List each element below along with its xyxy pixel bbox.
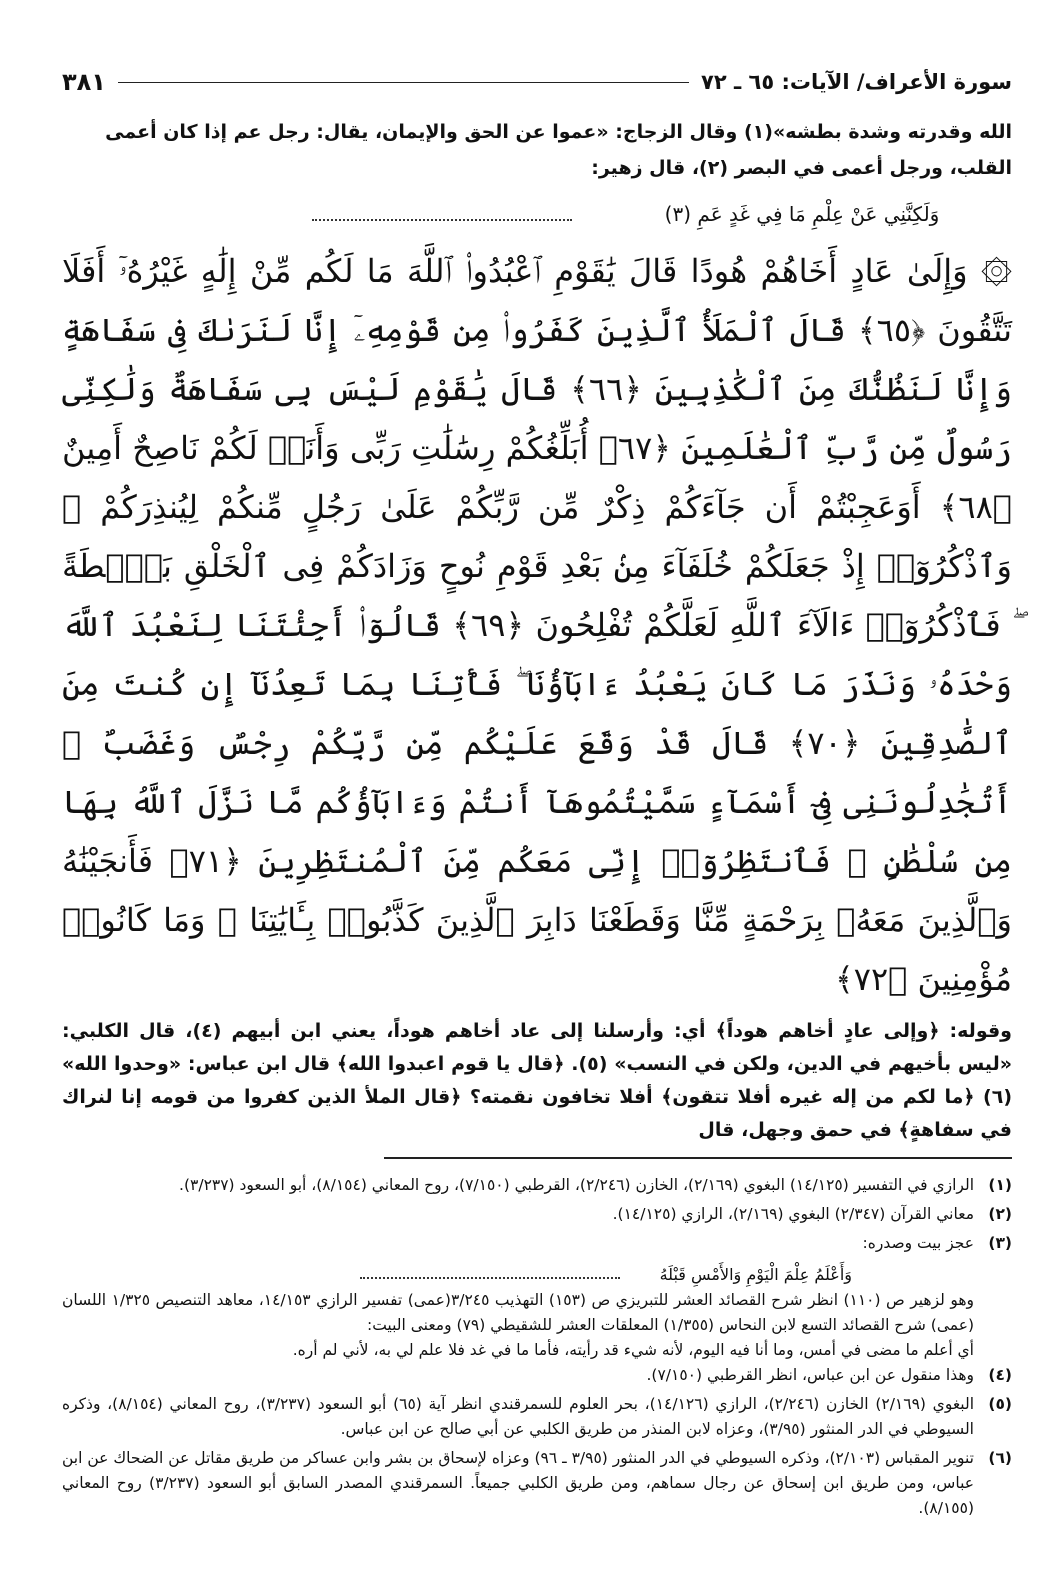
footnote-poem	[62, 1260, 852, 1288]
footnote-number: (١)	[988, 1176, 1012, 1194]
footnote	[62, 1202, 1012, 1227]
commentary-paragraph: وقوله: ﴿وإلى عادٍ أخاهم هوداً﴾ أي: وأرسلنا إلى عاد أخاهم هوداً، يعني ابن أبيهم (٤)، قال الكلبي: «ليس بأخيهم في الدين، ولكن في النسب» (٥). ﴿قال يا قوم اعبدوا الله﴾ قال ابن عباس: «وحدوا الله» (٦) ﴿ما لكم من إله غيره أفلا تتقون﴾ أفلا تخافون نقمته؟ ﴿قال الملأ الذين كفروا من قومه إنا لنراك في سفاهةٍ﴾ في حمق وجهل، قال	[62, 1020, 1012, 1141]
footnote	[62, 1392, 1012, 1442]
footnote-text: الرازي في التفسير (١٤/١٢٥) البغوي (٢/١٦٩)، الخازن (٢/٢٤٦)، القرطبي (٧/١٥٠)، روح المعاني (٨/١٥٤)، أبو السعود (٣/٢٣٧).	[179, 1176, 974, 1194]
page-header	[62, 58, 1012, 106]
page-number: ٣٨١	[62, 68, 106, 96]
footnote-number: (٣)	[988, 1234, 1012, 1252]
quran-verses: ۞ وَإِلَىٰ عَادٍ أَخَاهُمْ هُودًا قَالَ يَٰقَوْمِ ٱعْبُدُوا۟ ٱللَّهَ مَا لَكُم مِّنْ إِلَٰهٍ غَيْرُهُۥٓ أَفَلَا تَتَّقُونَ ﴿٦٥﴾ قَالَ ٱلْمَلَأُ ٱلَّذِينَ كَفَرُوا۟ مِن قَوْمِهِۦٓ إِنَّا لَنَرَىٰكَ فِى سَفَاهَةٍ وَإِنَّا لَنَظُنُّكَ مِنَ ٱلْكَٰذِبِينَ ﴿٦٦﴾ قَالَ يَٰقَوْمِ لَيْسَ بِى سَفَاهَةٌ وَلَٰكِنِّى رَسُولٌ مِّن رَّبِّ ٱلْعَٰلَمِينَ ﴿٦٧﴾ أُبَلِّغُكُمْ رِسَٰلَٰتِ رَبِّى وَأَنَا۠ لَكُمْ نَاصِحٌ أَمِينٌ ﴿٦٨﴾ أَوَعَجِبْتُمْ أَن جَآءَكُمْ ذِكْرٌ مِّن رَّبِّكُمْ عَلَىٰ رَجُلٍ مِّنكُمْ لِيُنذِرَكُمْ ۚ وَٱذْكُرُوٓا۟ إِذْ جَعَلَكُمْ خُلَفَآءَ مِنۢ بَعْدِ قَوْمِ نُوحٍ وَزَادَكُمْ فِى ٱلْخَلْقِ بَصْۜطَةً ۖ فَٱذْكُرُوٓا۟ ءَالَآءَ ٱللَّهِ لَعَلَّكُمْ تُفْلِحُونَ ﴿٦٩﴾ قَالُوٓا۟ أَجِئْتَنَا لِنَعْبُدَ ٱللَّهَ وَحْدَهُۥ وَنَذَرَ مَا كَانَ يَعْبُدُ ءَابَآؤُنَا ۖ فَأْتِنَا بِمَا تَعِدُنَآ إِن كُنتَ مِنَ ٱلصَّٰدِقِينَ ﴿٧٠﴾ قَالَ قَدْ وَقَعَ عَلَيْكُم مِّن رَّبِّكُمْ رِجْسٌ وَغَضَبٌ ۖ أَتُجَٰدِلُونَنِى فِىٓ أَسْمَآءٍ سَمَّيْتُمُوهَآ أَنتُمْ وَءَابَآؤُكُم مَّا نَزَّلَ ٱللَّهُ بِهَا مِن سُلْطَٰنٍ ۚ فَٱنتَظِرُوٓا۟ إِنِّى مَعَكُم مِّنَ ٱلْمُنتَظِرِينَ ﴿٧١﴾ فَأَنجَيْنَٰهُ وَٱلَّذِينَ مَعَهُۥ بِرَحْمَةٍ مِّنَّا وَقَطَعْنَا دَابِرَ ٱلَّذِينَ كَذَّبُوا۟ بِـَٔايَٰتِنَا ۖ وَمَا كَانُوا۟ مُؤْمِنِينَ ﴿٧٢﴾	[62, 252, 1013, 998]
running-title: سورة الأعراف/ الآيات: ٦٥ ـ ٧٢	[701, 70, 1012, 94]
footnote-text: معاني القرآن (٢/٣٤٧) البغوي (٢/١٦٩)، الرازي (١٤/١٢٥).	[612, 1205, 974, 1223]
poem-verse	[62, 194, 1012, 234]
footnote-poem-dots	[360, 1269, 620, 1279]
poem-line: وَلَكِنَّنِي عَنْ عِلْمِ مَا فِي غَدٍ عَمِ (٣)	[664, 202, 940, 226]
footnote-text: عجز بيت وصدره:	[862, 1234, 974, 1252]
footnote-poem-line: وَأَعْلَمُ عِلْمَ الْيَوْمِ وَالأَمْسِ قَبْلَهُ	[659, 1264, 852, 1284]
poem-dots	[312, 207, 572, 221]
footnote-number: (٢)	[988, 1205, 1012, 1223]
footnote-meaning: أي أعلم ما مضى في أمس، وما أنا فيه اليوم، لأنه شيء قد رأيته، فأما ما في غد فلا علم لي به، لأني لم أره.	[292, 1341, 974, 1359]
footnote-text: تنوير المقباس (٢/١٠٣)، وذكره السيوطي في الدر المنثور (٣/٩٥ ـ ٩٦) وعزاه لإسحاق بن بشر وابن عساكر من طريق مقاتل عن الضحاك عن ابن عباس، ومن طريق ابن إسحاق عن رجال سماهم، ومن طريق الكلبي جميعاً. السمرقندي المصدر السابق أبو السعود (٣/٢٣٧) روح المعاني (٨/١٥٥).	[62, 1449, 974, 1517]
book-page	[62, 58, 1012, 1558]
header-rule	[118, 82, 689, 83]
footnote	[62, 1173, 1012, 1198]
footnote	[62, 1446, 1012, 1521]
footnote-source: وهو لزهير ص (١١٠) انظر شرح القصائد العشر للتبريزي ص (١٥٣) التهذيب ٣/٢٤٥(عمى) تفسير الرازي ١٤/١٥٣، معاهد التنصيص ١/٣٢٥ اللسان (عمى) شرح القصائد التسع لابن النحاس (١/٣٥٥) المعلقات العشر للشقيطي (٧٩) ومعنى البيت:	[62, 1291, 974, 1334]
footnote	[62, 1231, 1012, 1256]
intro-paragraph: الله وقدرته وشدة بطشه»(١) وقال الزجاج: «عموا عن الحق والإيمان، يقال: رجل عم إذا كان أعمى القلب، ورجل أعمى في البصر (٢)، قال زهير:	[105, 121, 1012, 179]
footnote-number: (٦)	[988, 1449, 1012, 1467]
footnote	[62, 1363, 1012, 1388]
footnote-number: (٤)	[988, 1366, 1012, 1384]
footnote-text: وهذا منقول عن ابن عباس، انظر القرطبي (٧/١٥٠).	[646, 1366, 974, 1384]
footnote-text: البغوي (٢/١٦٩) الخازن (٢/٢٤٦)، الرازي (١٤/١٢٦)، بحر العلوم للسمرقندي انظر آية (٦٥) أبو السعود (٣/٢٣٧)، روح المعاني (٨/١٥٤)، وذكره السيوطي في الدر المنثور (٣/٩٥)، وعزاه لابن المنذر من طريق الكلبي عن أبي صالح عن ابن عباس.	[62, 1395, 975, 1438]
footnote-separator	[384, 1157, 1012, 1159]
footnote-number: (٥)	[988, 1395, 1012, 1413]
footnotes	[62, 1173, 1012, 1521]
